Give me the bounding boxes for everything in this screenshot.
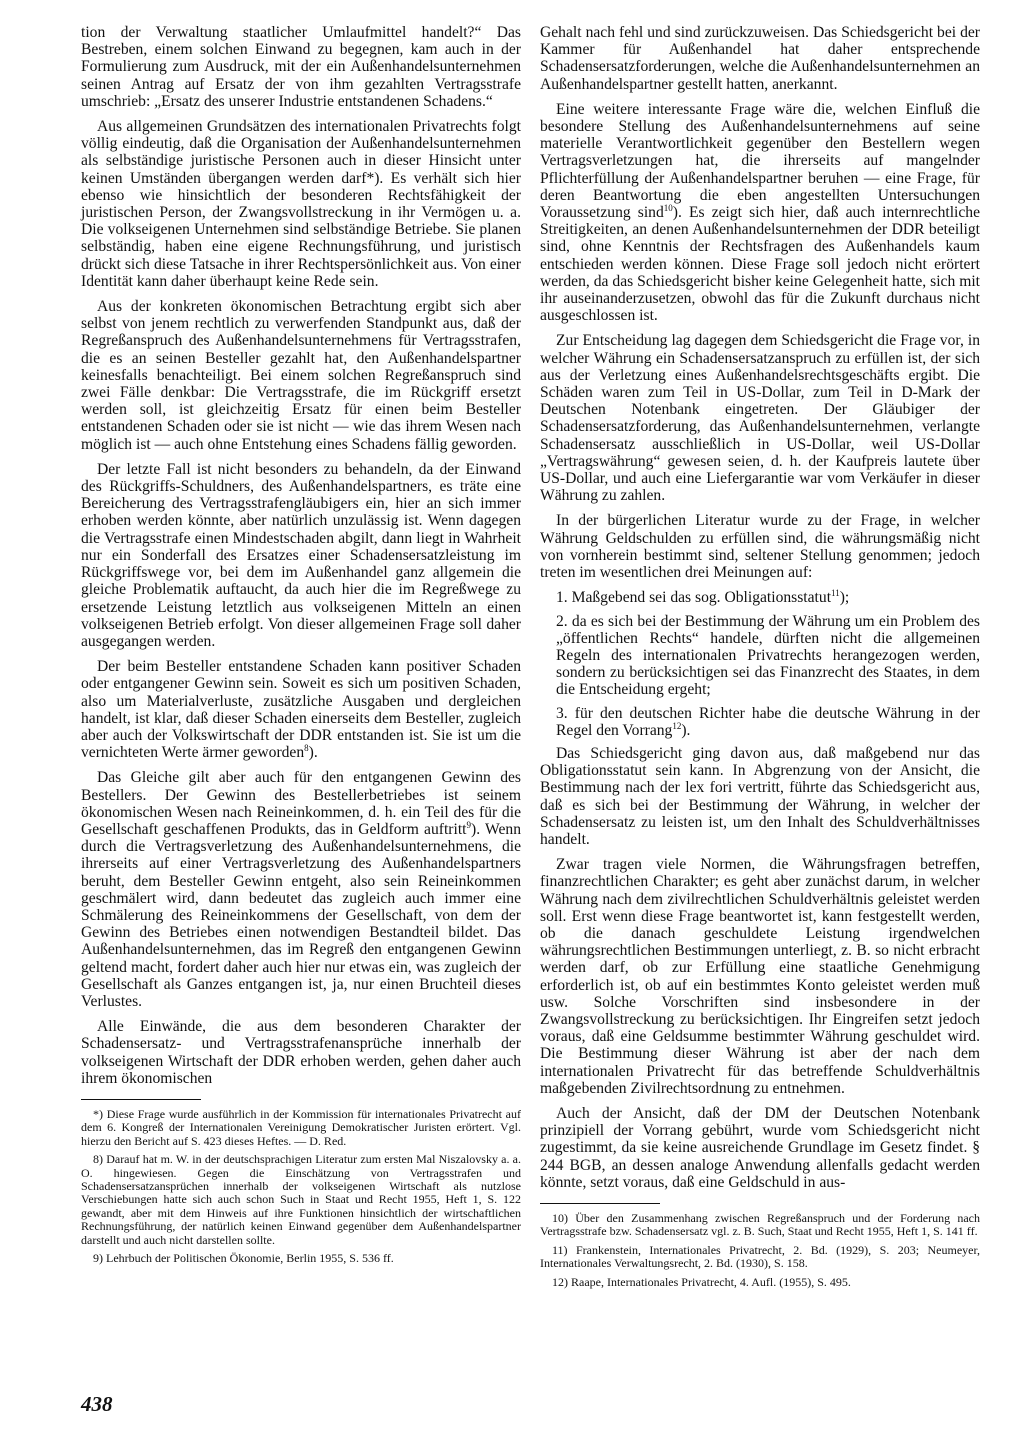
left-body-text xyxy=(81,24,521,1087)
paragraph: Alle Einwände, die aus dem besonderen Charakter der Schadensersatz- und Vertragsstrafenansprüche innerhalb der volkseigenen Wirtschaft der DDR erhoben werden, gehen daher auch ihrem ökonomischen xyxy=(81,1018,521,1087)
list-item-text: ); xyxy=(839,589,850,607)
footnote-ref: 12 xyxy=(672,720,682,731)
footnote-ref: 11 xyxy=(831,588,840,599)
paragraph: Auch der Ansicht, daß der DM der Deutschen Notenbank prinzipiell der Vorrang gebührt, wurde vom Schiedsgericht nicht zugestimmt, da sie keine ausreichende Grundlage im Gesetz findet. § 244 BGB, an dessen analoge Anwendung allenfalls gedacht werden könnte, setzt voraus, daß eine Geldschuld in aus- xyxy=(540,1104,980,1191)
footnote: *) Diese Frage wurde ausführlich in der Kommission für internationales Privatrecht auf dem 6. Kongreß der Internationalen Vereinigung Demokratischer Juristen erörtert. Vgl. hierzu den Bericht auf S. 423 dieses Heftes. — D. Red. xyxy=(81,1106,521,1148)
list-item xyxy=(540,705,980,739)
right-footnotes xyxy=(540,1212,980,1289)
paragraph: Eine weitere interessante Frage wäre die, welchen Einfluß die besondere Stellung des Außenhandelsunternehmens auf seine materielle Verantwortlichkeit gegenüber den Bestellern wegen Vertragsverletzungen hat, die ihrerseits auf mangelnder Pflichterfüllung der Außenhandelspartner beruhen — eine Frage, für deren Beantwortung die eben angestellten Untersuchungen Voraussetzung sind$^{10}$). Es zeigt sich hier, daß auch internrechtliche Streitigkeiten, an denen Außenhandelsunternehmen der DDR beteiligt sind, ohne Kenntnis der Rechtsfragen des Außenhandels kaum entschieden werden können. Diese Frage soll jedoch nicht erörtert werden, da das Schiedsgericht bisher keine Gelegenheit hatte, sich mit ihr auseinanderzusetzen, obwohl das für die Zukunft durchaus nicht ausgeschlossen ist. xyxy=(540,100,981,325)
footnote-ref: 8 xyxy=(304,742,309,753)
footnote-divider xyxy=(81,1099,201,1100)
paragraph: Zur Entscheidung lag dagegen dem Schiedsgericht die Frage vor, in welcher Währung ein Schadensersatzanspruch zu erfüllen ist, der sich aus der Verletzung eines Außenhandelsrechtsgeschäfts ergibt. Die Schäden waren zum Teil in US-Dollar, zum Teil in D-Mark der Deutschen Notenbank eingetreten. Der Gläubiger der Schadensersatzforderung, das Außenhandelsunternehmen, verlangte Schadensersatz ausschließlich in US-Dollar, weil US-Dollar „Vertragswährung“ gewesen seien, d. h. der Kaufpreis lautete über US-Dollar, und auch eine Liefergarantie war vom Verkäufer in dieser Währung zu zahlen. xyxy=(540,332,980,505)
footnote: 9) Lehrbuch der Politischen Ökonomie, Berlin 1955, S. 536 ff. xyxy=(93,1251,394,1266)
paragraph: Aus der konkreten ökonomischen Betrachtung ergibt sich aber selbst von jenem rechtlich zu verwerfenden Standpunkt aus, daß der Regreßanspruch des Außenhandelsunternehmens für Vertragsstrafen, die es an seinen Besteller gezahlt hat, den Außenhandelspartner keinesfalls benachteiligt. Bei einem solchen Regreßanspruch sind zwei Fälle denkbar: Die Vertragsstrafe, die im Rückgriff ersetzt werden soll, ist gleichzeitig Ersatz für einen beim Besteller entstandenen Schaden oder sie ist nicht — wie das ihrem Wesen nach möglich ist — auch ohne Entstehung eines Schadens fällig geworden. xyxy=(81,298,521,453)
paragraph-text: Das Gleiche gilt aber auch für den entgangenen Gewinn des Bestellers. Der Gewinn des Bestellerbetriebes ist seinem ökonomischen Wesen nach Reineinkommen, d. h. ein Teil des für die Gesellschaft geschaffenen Produkts, das in Geldform auftritt xyxy=(81,769,521,838)
list-item-text: 3. für den deutschen Richter habe die deutsche Währung in der Regel den Vorrang xyxy=(556,704,980,739)
footnote-ref: 9 xyxy=(466,819,471,830)
footnote: 11) Frankenstein, Internationales Privatrecht, 2. Bd. (1929), S. 203; Neumeyer, Internationales Verwaltungsrecht, 2. Bd. (1930), S. 158. xyxy=(540,1242,980,1271)
paragraph: Gehalt nach fehl und sind zurückzuweisen. Das Schiedsgericht bei der Kammer für Außenhandel hat daher entsprechende Schadensersatzforderungen, welche die Außenhandelsunternehmen an Außenhandelspartner gestellt hatten, anerkannt. xyxy=(540,24,980,93)
paragraph: Aus allgemeinen Grundsätzen des internationalen Privatrechts folgt völlig eindeutig, daß die Organisation der Außenhandelsunternehmen als selbständige juristische Personen auch in dieser Hinsicht unter keinen Umständen übergangen werden darf*). Es verhält sich hier ebenso wie hinsichtlich der besonderen Rechtsfähigkeit der juristischen Person, der Zwangsvollstreckung in ihr Vermögen u. a. Die volkseigenen Unternehmen sind selbständige Betriebe. Sie planen selbständig, haben eine eigene Rechnungsführung, und juristisch drückt sich diese Tatsache in ihrer Rechtspersönlichkeit aus. Von einer Identität kann daher überhaupt keine Rede sein. xyxy=(81,118,521,290)
paragraph: Der letzte Fall ist nicht besonders zu behandeln, da der Einwand des Rückgriffs-Schuldners, des Außenhandelspartners, es träte eine Bereicherung des Vertragsstrafengläubigers ein, hier an sich immer erhoben werden könnte, aber natürlich unzulässig ist. Wenn dagegen die Vertragsstrafe einen Mindestschaden abgilt, dann liegt in Wahrheit nur ein Sonderfall des Ersatzes einer Schadensersatzleistung im Rückgriffswege vor, bei dem im Außenhandel ganz allgemein die gleiche Problematik auftaucht, da auch hier die im Regreßwege zu ersetzende Leistung letztlich aus volkseigenen Mitteln an einen volkseigenen Betrieb erfolgt. Von dieser allgemeinen Frage soll daher ausgegangen werden. xyxy=(81,460,521,650)
paragraph: Der beim Besteller entstandene Schaden kann positiver Schaden oder entgangener Gewinn sein. Soweit es sich um positiven Schaden, also um Materialverluste, zusätzliche Ausgaben und dergleichen handelt, ist klar, daß dieser Schaden einerseits dem Besteller, zugleich aber auch der Volkswirtschaft der DDR entstanden ist. Sie ist um die vernichteten Werte ärmer geworden$^8$). xyxy=(81,658,521,762)
paragraph: tion der Verwaltung staatlicher Umlaufmittel handelt?“ Das Bestreben, einem solchen Einwand zu begegnen, kam auch in der Formulierung zum Ausdruck, mit der ein Außenhandelsunternehmen seinen Antrag auf Ersatz der von ihm gezahlten Vertragsstrafe umschrieb: „Ersatz des unserer Industrie entstandenen Schadens.“ xyxy=(81,24,521,110)
paragraph: Zwar tragen viele Normen, die Währungsfragen betreffen, finanzrechtlichen Charakter; es geht aber zunächst darum, in welcher Währung nach dem zivilrechtlichen Schuldverhältnis geleistet werden soll. Erst wenn diese Frage beantwortet ist, kann festgestellt werden, ob die danach geschuldete Leistung irgendwelchen währungsrechtlichen Bestimmungen unterliegt, z. B. so nicht erbracht werden darf, ob zur Erfüllung eine staatliche Genehmigung erforderlich ist, ob auf ein bestimmtes Konto geleistet werden muß usw. Solche Vorschriften sind insbesondere in der Zwangsvollstreckung zu berücksichtigen. Ihr Eingreifen setzt jedoch voraus, daß eine Geldsumme bestimmter Währung geschuldet wird. Die Bestimmung dieser Währung ist aber der nach dem internationalen Privatrecht für das betreffende Schuldverhältnis maßgebenden Zivilrechtsordnung zu entnehmen. xyxy=(540,856,980,1097)
paragraph-text: . Es zeigt sich hier, daß auch internrechtliche Streitigkeiten, an denen Außenhandelsunternehmen der DDR beteiligt sind, ohne Kenntnis der Rechtsfragen des Außenhandels kaum entschieden werden können. Diese Frage soll jedoch nicht erörtert werden, da das Schiedsgericht bisher keine Gelegenheit hatte, sich mit ihr auseinanderzusetzen, obwohl das für die Zukunft durchaus nicht ausgeschlossen ist. xyxy=(540,204,981,325)
paragraph-text: . Wenn durch die Vertragsverletzung des Außenhandelsunternehmens, die ihrerseits auf einer Vertragsverletzung des Außenhandelspartners beruht, dem Besteller Gewinn entgeht, also sein Reineinkommen geschmälert wird, dann bedeutet das zugleich auch immer eine Schmälerung des Reineinkommens der Gesellschaft, von dem der Gewinn des Betriebes einen notwendigen Bestandteil bildet. Das Außenhandelsunternehmen, das im Regreß den entgangenen Gewinn geltend macht, fordert daher auch hier nur etwas ein, was zugleich der Gesellschaft als Ganzes entgangen ist, ja, nur einen Bruchteil dieses Verlustes. xyxy=(81,820,521,1010)
paragraph-text: Der beim Besteller entstandene Schaden kann positiver Schaden oder entgangener Gewinn sein. Soweit es sich um positiven Schaden, also um Materialverluste, zusätzliche Ausgaben und dergleichen handelt, ist klar, daß dieser Schaden einerseits dem Besteller, zugleich aber auch der Volkswirtschaft der DDR entstanden ist. Sie ist um die vernichteten Werte ärmer geworden xyxy=(81,658,521,762)
paragraph: Das Gleiche gilt aber auch für den entgangenen Gewinn des Bestellers. Der Gewinn des Bestellerbetriebes ist seinem ökonomischen Wesen nach Reineinkommen, d. h. ein Teil des für die Gesellschaft geschaffenen Produkts, das in Geldform auftritt$^9$). Wenn durch die Vertragsverletzung des Außenhandelsunternehmens, die ihrerseits auf einer Vertragsverletzung des Außenhandelspartners beruht, dem Besteller Gewinn entgeht, also sein Reineinkommen geschmälert wird, dann bedeutet das zugleich auch immer eine Schmälerung des Reineinkommens der Gesellschaft, von dem der Gewinn des Betriebes einen notwendigen Bestandteil bildet. Das Außenhandelsunternehmen, das im Regreß den entgangenen Gewinn geltend macht, fordert daher auch hier nur etwas ein, was zugleich der Gesellschaft als Ganzes entgangen ist, ja, nur einen Bruchteil dieses Verlustes. xyxy=(81,769,521,1010)
right-body-text xyxy=(540,24,980,1191)
footnote-ref: 10 xyxy=(663,202,673,213)
footnote: 10) Über den Zusammenhang zwischen Regreßanspruch und der Forderung nach Vertragsstrafe bzw. Schadensersatz vgl. z. B. Such, Staat und Recht 1955, Heft 1, S. 141 ff. xyxy=(540,1211,980,1239)
footnote: 8) Darauf hat m. W. in der deutschsprachigen Literatur zum ersten Mal Niszalovsky a. a. O. hingewiesen. Gegen die Einschätzung von Vertragsstrafen und Schadensersatzansprüchen innerhalb der volkseigenen Wirtschaft als nutzlose Verschiebungen hatte sich auch schon Such in Staat und Recht 1955, Heft 1, S. 122 gewandt, aber mit dem Hinweis auf ihre Funktionen hinsichtlich der wirtschaftlichen Rechnungsführung, der natürlich keinen Einwand gegenüber dem Außenhandelspartner darstellt und auch nicht darstellen sollte. xyxy=(81,1152,521,1247)
paragraph: In der bürgerlichen Literatur wurde zu der Frage, in welcher Währung Geldschulden zu erfüllen sind, die währungsmäßig nicht von vornherein bestimmt sind, seltener Stellung genommen; jedoch treten im wesentlichen drei Meinungen auf: xyxy=(540,512,980,582)
paragraph-text: Eine weitere interessante Frage wäre die, welchen Einfluß die besondere Stellung des Außenhandelsunternehmens auf seine materielle Verantwortlichkeit gegenüber den Bestellern wegen Vertragsverletzungen hat, die ihrerseits auf mangelnder Pflichterfüllung der Außenhandelspartner beruhen — eine Frage, für deren Beantwortung die eben angestellten Untersuchungen Voraussetzung sind xyxy=(540,100,980,222)
list-item xyxy=(540,589,980,606)
list-item: 2. da es sich bei der Bestimmung der Währung um ein Problem des „öffentlichen Rechts“ handele, dürften nicht die allgemeinen Regeln des internationalen Privatrechts herangezogen werden, sondern zu berücksichtigen sei das Finanzrecht des Staates, in dem die Entscheidung ergeht; xyxy=(556,612,980,699)
right-column xyxy=(540,24,980,1294)
list-item-text: ). xyxy=(681,721,691,739)
left-column xyxy=(81,24,521,1270)
footnote: 12) Raape, Internationales Privatrecht, 4. Aufl. (1955), S. 495. xyxy=(552,1274,851,1289)
paragraph: Das Schiedsgericht ging davon aus, daß maßgebend nur das Obligationsstatut sein kann. In Abgrenzung von der Ansicht, die Bestimmung nach der lex fori vertritt, führte das Schiedsgericht aus, daß es sich bei der Bestimmung der Währung, in welcher der Schadensersatz zu leisten ist, um den Inhalt des Schuldverhältnisses handelt. xyxy=(540,744,980,848)
page-number: 438 xyxy=(81,1392,113,1416)
list-item-text: 1. Maßgebend sei das sog. Obligationsstatut xyxy=(556,589,832,607)
left-footnotes xyxy=(81,1108,521,1265)
footnote-divider xyxy=(540,1203,660,1204)
